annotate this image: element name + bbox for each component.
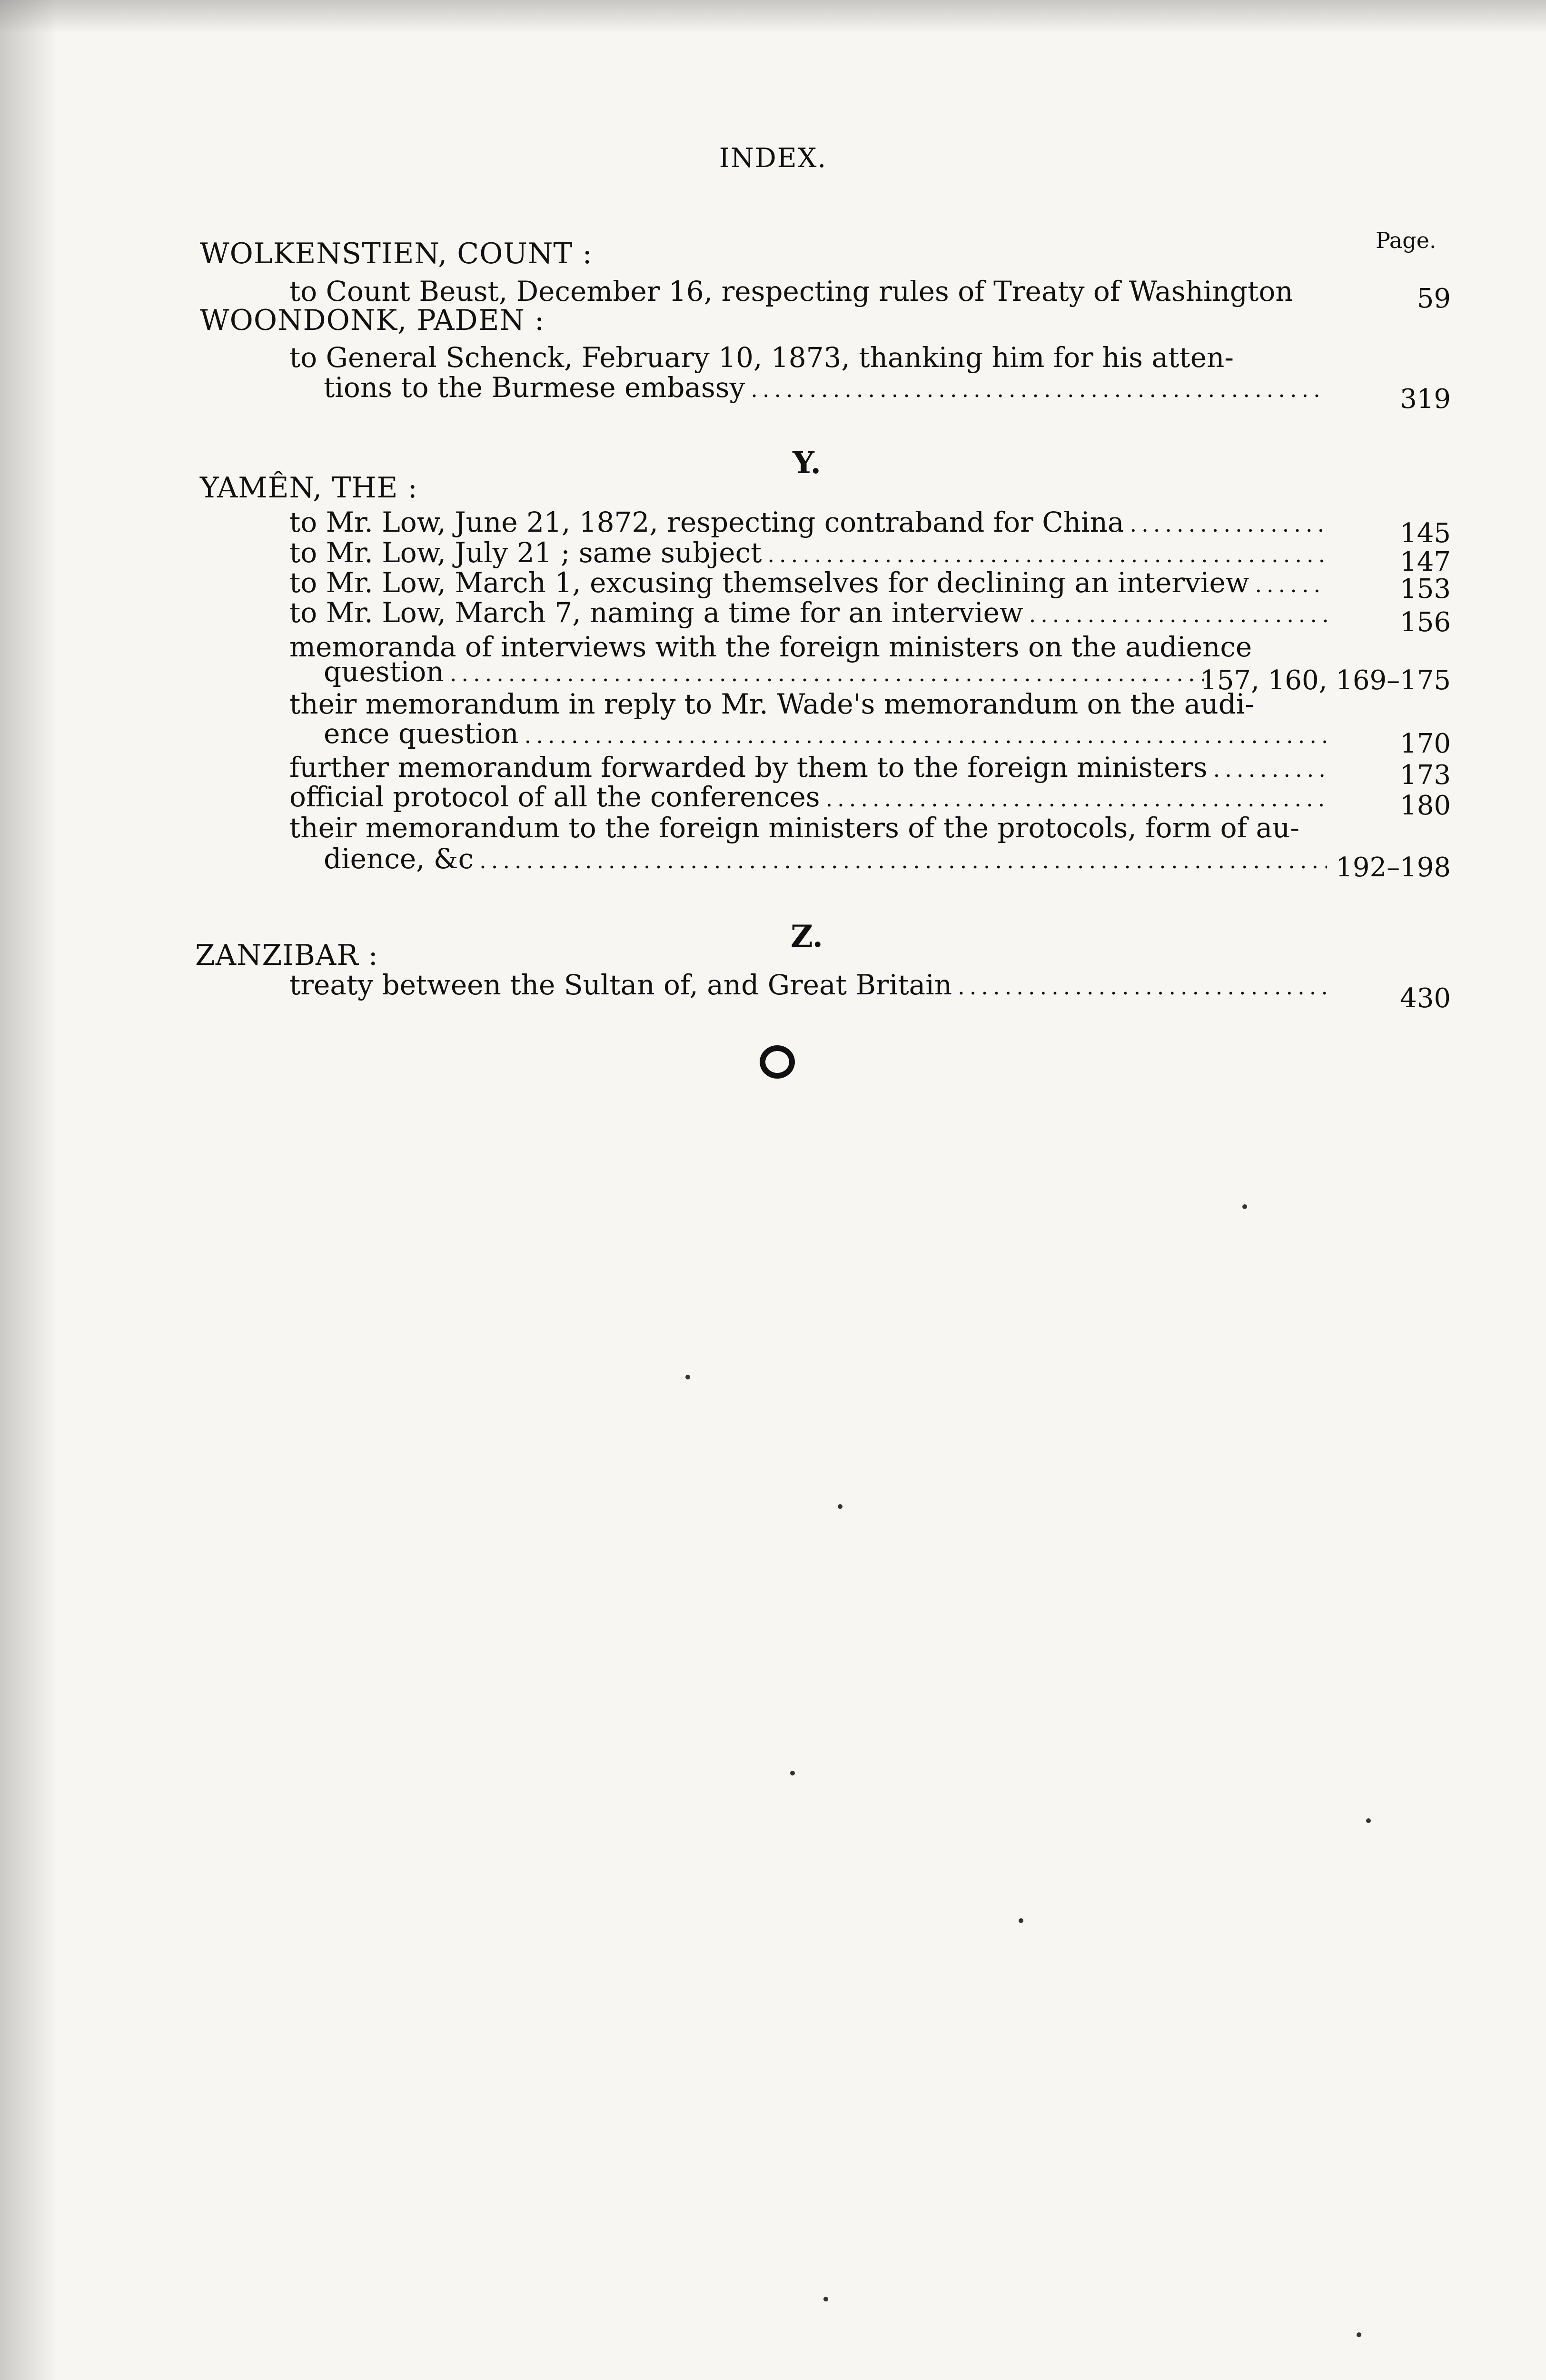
scan-top-shadow (0, 0, 1546, 33)
scan-edge-shadow (0, 0, 57, 2380)
entry-text: to General Schenck, February 10, 1873, thanking him for his atten- (289, 341, 1234, 374)
page-reference: 192–198 (1336, 852, 1451, 883)
page-reference: 153 (1400, 574, 1451, 605)
end-ornament (760, 1045, 795, 1079)
entry-text: to Mr. Low, July 21 ; same subject (289, 536, 762, 569)
dot-leader (767, 544, 1327, 565)
page-reference: 170 (1400, 728, 1451, 759)
running-head: INDEX. (719, 143, 827, 174)
index-entry (289, 814, 1327, 842)
page-reference: 157, 160, 169–175 (1200, 665, 1451, 696)
page-reference: 173 (1400, 760, 1451, 791)
index-entry-continuation (324, 717, 1327, 750)
page-reference: 319 (1400, 384, 1451, 415)
entry-text: treaty between the Sultan of, and Great Britain (289, 969, 952, 1001)
entry-text: question (324, 655, 444, 688)
index-heading-yamen: YAMÊN, THE : (200, 471, 418, 505)
index-entry (289, 971, 1327, 999)
index-entry (289, 596, 1327, 629)
index-entry (289, 536, 1327, 569)
dot-leader (958, 976, 1327, 998)
index-entry (289, 341, 1327, 374)
index-entry (289, 783, 1327, 811)
scan-speck (685, 1375, 690, 1379)
index-entry (289, 751, 1327, 783)
entry-text: memoranda of interviews with the foreign ministers on the audience (289, 631, 1252, 663)
scan-speck (1242, 1204, 1247, 1209)
index-entry-continuation (324, 655, 1204, 688)
entry-text: tions to the Burmese embassy (324, 371, 745, 404)
scan-speck (790, 1771, 795, 1775)
index-heading-zanzibar: ZANZIBAR : (195, 939, 378, 972)
dot-leader (1213, 758, 1327, 780)
entry-text: to Mr. Low, June 21, 1872, respecting contraband for China (289, 506, 1124, 538)
entry-text: to Mr. Low, March 1, excusing themselves for declining an interview (289, 566, 1249, 599)
scan-speck (823, 2297, 828, 2301)
entry-text: to Mr. Low, March 7, naming a time for an interview (289, 596, 1023, 629)
index-entry (289, 690, 1327, 718)
index-entry (289, 566, 1327, 599)
section-letter-z: Z. (791, 919, 823, 954)
page-reference: 430 (1400, 983, 1451, 1014)
index-entry (289, 633, 1327, 661)
dot-leader (1130, 513, 1327, 535)
page-reference: 59 (1417, 283, 1451, 314)
dot-leader (1255, 574, 1327, 595)
page-reference: 145 (1400, 518, 1451, 549)
entry-text: official protocol of all the conferences (289, 781, 820, 813)
index-entry (289, 508, 1327, 536)
scan-speck (1366, 1818, 1371, 1823)
entry-text: their memorandum to the foreign ministers of the protocols, form of au- (289, 812, 1300, 844)
section-letter-y: Y. (793, 445, 821, 481)
page-reference: 147 (1400, 546, 1451, 577)
entry-text: to Count Beust, December 16, respecting rules of Treaty of Washington (289, 275, 1293, 307)
entry-text: dience, &c (324, 843, 474, 875)
dot-leader (826, 788, 1327, 810)
dot-leader (479, 850, 1327, 872)
index-heading-woondonk: WOONDONK, PADEN : (200, 304, 545, 337)
entry-text: their memorandum in reply to Mr. Wade's memorandum on the audi- (289, 688, 1254, 720)
scan-speck (1019, 1918, 1023, 1923)
index-heading-wolkenstien: WOLKENSTIEN, COUNT : (200, 237, 593, 270)
entry-text: ence question (324, 717, 519, 750)
page-column-label: Page. (1376, 228, 1437, 253)
scan-speck (1357, 2332, 1361, 2337)
entry-text: further memorandum forwarded by them to the foreign ministers (289, 751, 1208, 783)
index-entry (289, 275, 1327, 307)
page-reference: 156 (1400, 607, 1451, 638)
scan-speck (838, 1504, 842, 1509)
dot-leader (525, 724, 1327, 746)
index-entry-continuation (324, 845, 1327, 873)
index-entry-continuation (324, 371, 1327, 404)
dot-leader (751, 378, 1327, 400)
dot-leader (1029, 604, 1327, 625)
page-reference: 180 (1400, 790, 1451, 821)
dot-leader (450, 663, 1204, 684)
